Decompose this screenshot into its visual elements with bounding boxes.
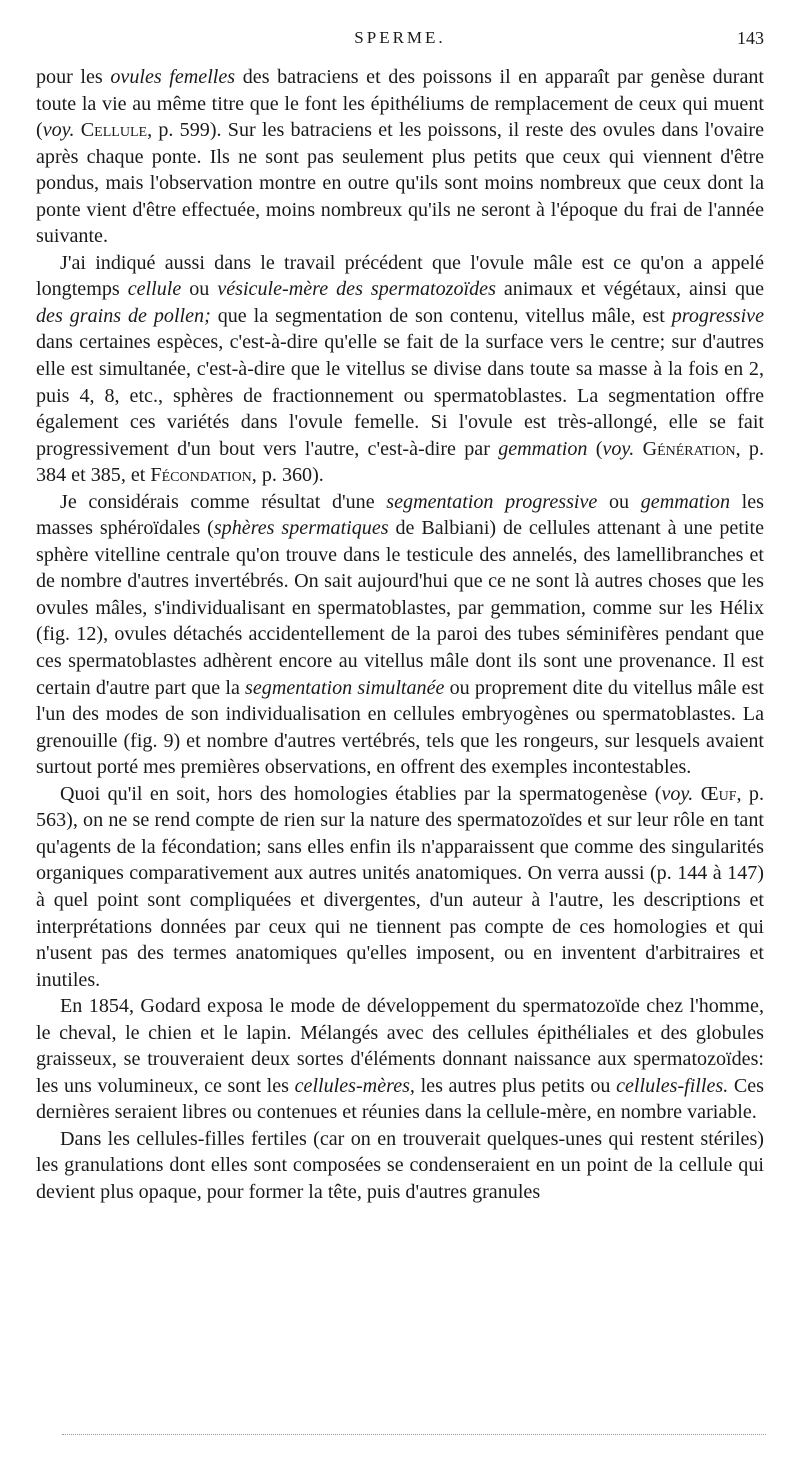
paragraph [36, 781, 764, 993]
italic-text: gemmation [498, 437, 588, 460]
italic-text: segmentation progressive [386, 490, 598, 513]
italic-text: cellules-filles. [616, 1074, 729, 1097]
text-run [634, 438, 642, 460]
italic-text: segmentation simultanée [245, 676, 445, 699]
italic-text: sphères spermatiques [213, 517, 389, 540]
text-run: les autres plus petits ou [414, 1074, 617, 1097]
text-run: Je considérais comme résultat d'une [60, 490, 387, 513]
small-caps-reference: Œuf [700, 782, 737, 805]
page-header [36, 28, 764, 58]
small-caps-reference: Cellule [80, 119, 148, 142]
paragraph [36, 250, 764, 489]
text-run: Dans les cellules-filles fertiles (car on en trouverait quelques-unes qui restent stériles) les granulations dont elles sont composées se condenseraient en un point de la cellule qui devient plus opaque, pour former la tête, puis d'autres granules [36, 1127, 764, 1203]
text-run: , p. 360). [251, 464, 324, 487]
text-run: dans certaines espèces, c'est-à-dire qu'elle se fait de la surface vers le centre; sur d'autres elle est simultanée, c'est-à-dire que le vitellus se divise dans toute sa masse à la fois en 2, puis 4, 8, etc., sphères de fractionnement ou spermatoblastes. La segmentation offre également ces variétés dans l'ovule femelle. Si l'ovule est très-allongé, elle se fait progressivement d'un bout vers l'autre, c'est-à-dire par [36, 331, 764, 460]
italic-text: voy. [42, 119, 75, 142]
paragraph [36, 64, 764, 250]
italic-text: des grains de pollen; [36, 304, 211, 327]
italic-text: vésicule-mère des spermatozoïdes [217, 278, 496, 301]
text-run: animaux et végétaux, ainsi que [495, 278, 764, 301]
text-run: J'ai indiqué aussi dans le travail précédent que l'ovule mâle est ce qu'on a appelé longtemps [36, 251, 764, 301]
small-caps-reference: Fécondation [150, 464, 252, 487]
italic-text: voy. [602, 437, 635, 460]
paragraph [36, 1126, 764, 1206]
text-run: de Balbiani) de cellules attenant à une petite sphère vitelline centrale qu'on trouve dans le testicule des annelés, des lamellibranches et de nombre d'autres invertébrés. On sait aujourd'hui que ce ne sont là autres choses que les ovules mâles, s'individualisant en spermatoblastes, par gemmation, comme sur les Hélix (fig. 12), ovules détachés accidentellement de la paroi des tubes séminifères pendant que ces spermatoblastes adhèrent encore au vitellus mâle dont ils sont une provenance. Il est certain d'autre part que la [36, 517, 765, 699]
text-run: Quoi qu'il en soit, hors des homologies établies par la spermatogenèse ( [60, 782, 662, 805]
text-run: les masses sphéroïdales ( [36, 490, 764, 540]
italic-text: cellules-mères, [294, 1074, 415, 1097]
text-run: , p. 599). Sur les batraciens et les poissons, il reste des ovules dans l'ovaire après chaque ponte. Ils ne sont pas seulement plus petits que ceux qui viennent d'être pondus, mais l'observation montre en outre qu'ils sont moins nombreux que ceux dont la ponte vient d'être effectuée, moins nombreux qu'ils ne seront à l'époque du frai de l'année suivante. [36, 119, 764, 248]
italic-text: voy. [661, 782, 694, 805]
small-caps-reference: Génération [642, 437, 736, 460]
text-run [693, 783, 700, 805]
text-run: , p. 384 et 385, et [36, 437, 764, 487]
italic-text: gemmation [640, 490, 731, 513]
running-title: SPERME. [354, 28, 446, 47]
text-run: pour les [36, 66, 111, 88]
page-number: 143 [737, 28, 764, 48]
text-run: ou [597, 490, 641, 513]
italic-text: ovules femelles [110, 66, 236, 88]
paragraph [36, 993, 764, 1126]
text-run: que la segmentation de son contenu, vitellus mâle, est [210, 304, 672, 327]
text-run: , p. 563), on ne se rend compte de rien sur la nature des spermatozoïdes et sur leur rôle en tant qu'agents de la fécondation; sans elles enfin ils n'apparaissent que comme des singularités organiques comparativement aux autres unités anatomiques. On verra aussi (p. 144 à 147) à quel point sont compliquées et divergentes, d'un auteur à l'autre, les descriptions et interprétations données par ceux qui ne tiennent pas compte de ces homologies et qui n'usent pas des termes anatomiques qu'elles imposent, ou en inventent d'arbitraires et inutiles. [36, 782, 765, 991]
text-run: ( [587, 437, 603, 460]
text-run: Ces dernières seraient libres ou contenues et réunies dans la cellule-mère, en nombre variable. [36, 1074, 764, 1124]
paragraph [36, 489, 764, 781]
text-run: des batraciens et des poissons il en apparaît par genèse durant toute la vie au même titre que le font les épithéliums de remplacement de ceux qui muent ( [36, 66, 764, 142]
text-run: ou [181, 278, 218, 301]
text-run: ou proprement dite du vitellus mâle est l'un des modes de son individualisation en cellules embryogènes ou spermatoblastes. La grenouille (fig. 9) et nombre d'autres vertébrés, tels que les rongeurs, sur lesquels avaient surtout porté mes premières observations, en offrent des exemples incontestables. [36, 676, 765, 779]
italic-text: cellule [127, 278, 182, 301]
bottom-rule [62, 1434, 766, 1435]
text-run: En 1854, Godard exposa le mode de développement du spermatozoïde chez l'homme, le cheval, le chien et le lapin. Mélangés avec des cellules épithéliales et des globules graisseux, se trouveraient deux sortes d'éléments donnant naissance aux spermatozoïdes: les uns volumineux, ce sont les [36, 995, 764, 1097]
italic-text: progressive [671, 304, 764, 327]
body-text [36, 64, 764, 1206]
